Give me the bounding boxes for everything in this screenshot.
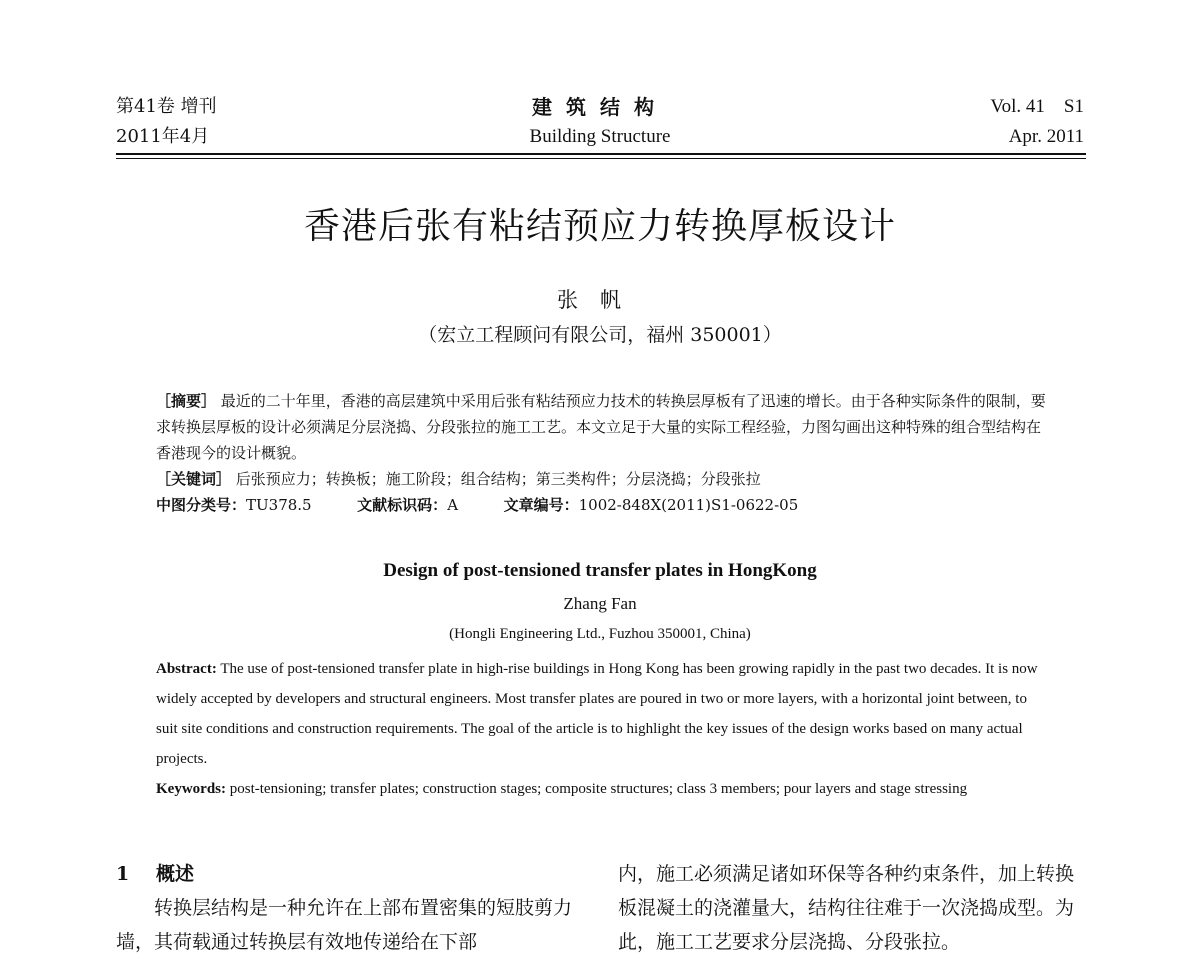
journal-name-cn: 建筑结构 bbox=[532, 95, 668, 119]
journal-name-block bbox=[400, 92, 800, 152]
volume-issue-cn: 第41卷 增刊 bbox=[116, 96, 217, 117]
affiliation-cn: （宏立工程顾问有限公司，福州 350001） bbox=[418, 324, 782, 346]
abstract-en-text: The use of post-tensioned transfer plate in high-rise buildings in Hong Kong has been growing rapidly in the past two decades. It is now widely accepted by developers and structural engineers. Most transfer plates are poured in two or more layers, with a horizontal joint between, to suit site conditions and construction requirements. The goal of the article is to highlight the key issues of the design works based on many actual projects. bbox=[156, 661, 1038, 767]
abstract-en-block bbox=[156, 654, 1046, 804]
volume-en: Vol. 41 S1 bbox=[990, 96, 1084, 117]
keywords-cn bbox=[156, 466, 1046, 492]
body-paragraph-right: 内，施工必须满足诸如环保等各种约束条件，加上转换板混凝土的浇灌量大，结构往往难于一次浇捣成型。为此，施工工艺要求分层浇捣、分段张拉。 bbox=[618, 863, 1075, 953]
body-paragraph-left: 转换层结构是一种允许在上部布置密集的短肢剪力墙，其荷载通过转换层有效地传递给在下部 bbox=[116, 897, 573, 953]
article-number-value: 1002-848X(2011)S1-0622-05 bbox=[578, 496, 799, 514]
body-column-right bbox=[618, 857, 1086, 959]
paper-title-en: Design of post-tensioned transfer plates in HongKong bbox=[383, 560, 817, 581]
keywords-cn-label: ［关键词］ bbox=[156, 470, 232, 488]
keywords-en bbox=[156, 774, 1046, 804]
keywords-en-text: post-tensioning; transfer plates; construction stages; composite structures; class 3 members; pour layers and stage stressing bbox=[229, 781, 968, 797]
section-number: 1 bbox=[116, 863, 130, 885]
journal-name-en: Building Structure bbox=[529, 126, 671, 147]
abstract-en bbox=[156, 654, 1046, 774]
issue-date-en: Apr. 2011 bbox=[1008, 126, 1084, 147]
abstract-cn-label: ［摘要］ bbox=[156, 392, 217, 410]
section-title: 概述 bbox=[156, 863, 195, 885]
doc-code-label: 文献标识码： bbox=[357, 496, 448, 514]
doc-code-value: A bbox=[447, 496, 459, 514]
body-column-left bbox=[116, 857, 584, 959]
author-en: Zhang Fan bbox=[563, 594, 637, 613]
issue-date-cn: 2011年4月 bbox=[116, 126, 210, 147]
header-rule-thick bbox=[116, 153, 1086, 155]
journal-volume-info bbox=[990, 92, 1084, 152]
classification-line bbox=[156, 492, 1046, 518]
abstract-cn-block bbox=[156, 388, 1046, 518]
paper-title-cn: 香港后张有粘结预应力转换厚板设计 bbox=[303, 206, 896, 247]
keywords-cn-text: 后张预应力；转换板；施工阶段；组合结构；第三类构件；分层浇捣；分段张拉 bbox=[235, 470, 761, 488]
affiliation-en: (Hongli Engineering Ltd., Fuzhou 350001, China) bbox=[449, 626, 751, 642]
abstract-cn-text: 最近的二十年里，香港的高层建筑中采用后张有粘结预应力技术的转换层厚板有了迅速的增长。由于各种实际条件的限制，要求转换层厚板的设计必须满足分层浇捣、分段张拉的施工工艺。本文立足于大量的实际工程经验，力图勾画出这种特殊的组合型结构在香港现今的设计概貌。 bbox=[156, 392, 1046, 462]
abstract-cn bbox=[156, 388, 1046, 466]
author-cn: 张帆 bbox=[557, 288, 643, 312]
journal-issue-info bbox=[116, 92, 217, 152]
keywords-en-label: Keywords: bbox=[156, 781, 226, 797]
article-number-label: 文章编号： bbox=[503, 496, 579, 514]
header-rule-thin bbox=[116, 158, 1086, 159]
clc-value: TU378.5 bbox=[246, 496, 312, 514]
abstract-en-label: Abstract: bbox=[156, 661, 217, 677]
section-heading bbox=[116, 857, 584, 891]
clc-label: 中图分类号： bbox=[156, 496, 247, 514]
